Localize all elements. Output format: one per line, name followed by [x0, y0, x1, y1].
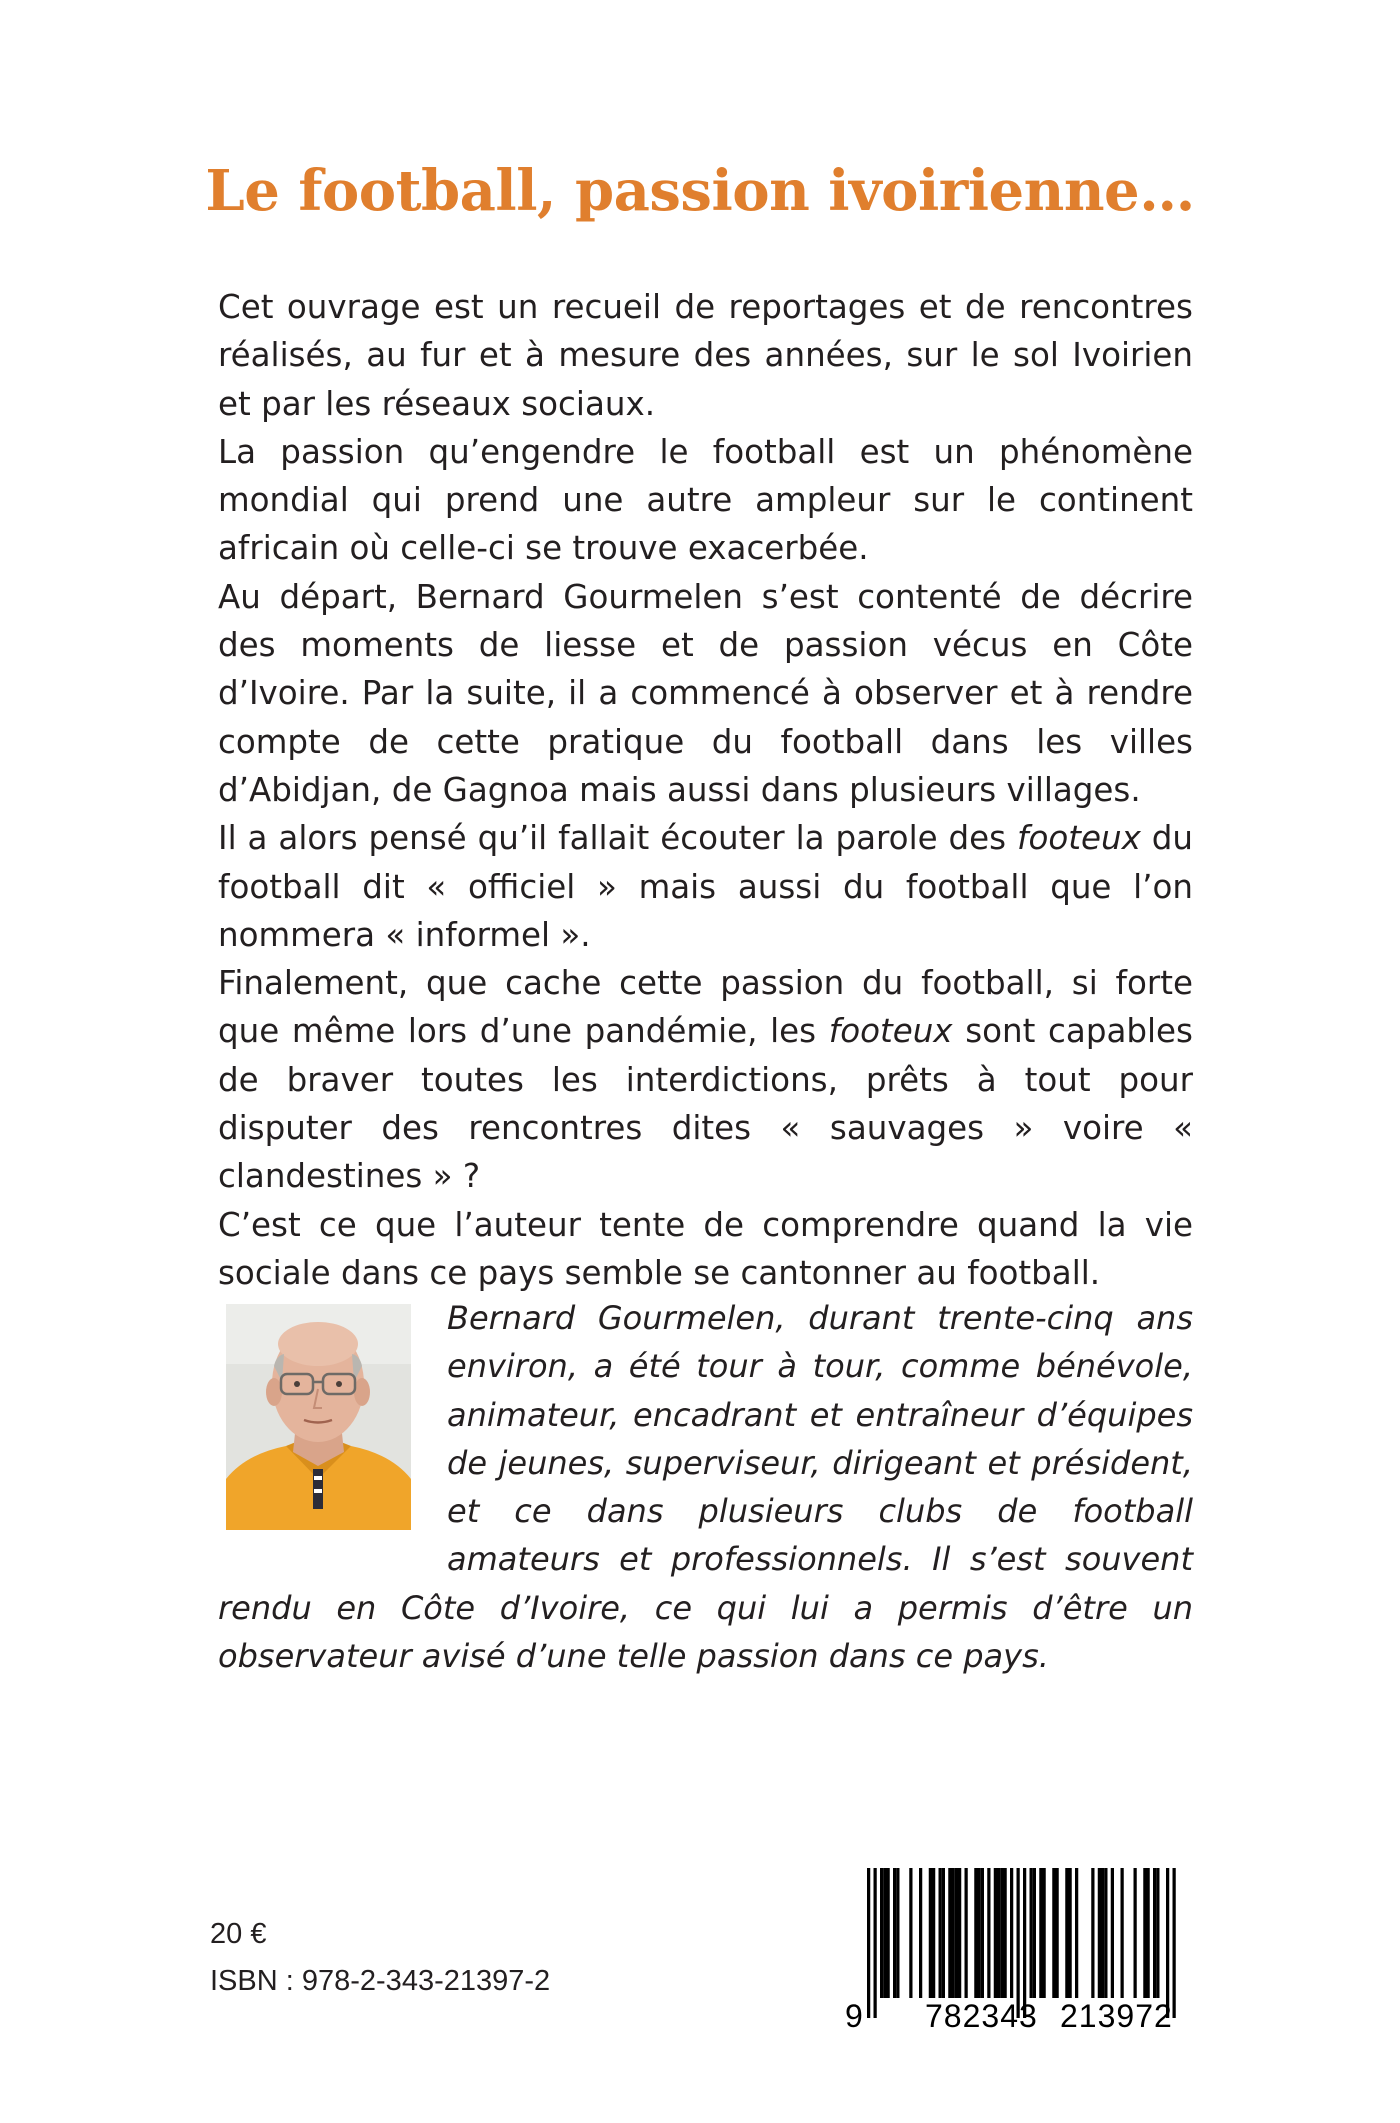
barcode-bar [880, 1868, 883, 1998]
barcode-bar [981, 1868, 984, 1998]
barcode-bar [1091, 1868, 1094, 1998]
barcode-bar [909, 1868, 912, 1998]
barcode-bar [1069, 1868, 1072, 1998]
barcode-bar [1134, 1868, 1137, 1998]
barcode-digits-right: 213972 [1060, 1998, 1173, 2034]
barcode-bar [952, 1868, 955, 1998]
barcode-bar [1052, 1868, 1055, 1998]
barcode-bar [1075, 1868, 1078, 1998]
barcode-bar [1166, 1868, 1169, 2018]
book-title: Le football, passion ivoirienne… [205, 158, 1195, 224]
summary-paragraph [218, 573, 1193, 814]
barcode-bar [1101, 1868, 1104, 1998]
summary-emphasis: footeux [828, 1012, 953, 1051]
barcode-bar [1147, 1868, 1150, 1998]
barcode-bar [987, 1868, 990, 1998]
summary-paragraph [218, 814, 1193, 959]
summary-paragraph [218, 1201, 1193, 1298]
barcode-bar [948, 1868, 951, 1998]
barcode-digits [835, 1998, 1195, 2038]
summary-text: sont capables de braver toutes les interdictions, prêts à tout pour disputer des rencontres dites « sauvages » voire « clandestines » ? [218, 1012, 1193, 1196]
barcode-digit-first: 9 [845, 1998, 863, 2034]
barcode-bar [965, 1868, 968, 1998]
barcode [835, 1858, 1195, 2038]
barcode-bar [1004, 1868, 1007, 1998]
barcode-bar [887, 1868, 890, 1998]
barcode-bar [896, 1868, 899, 1998]
back-cover-summary [218, 283, 1193, 1297]
barcode-bar [867, 1868, 870, 2018]
barcode-bar [1104, 1868, 1107, 1998]
barcode-bar [997, 1868, 1000, 1998]
summary-paragraph [218, 959, 1193, 1200]
barcode-bar [932, 1868, 935, 1998]
barcode-bar [1143, 1868, 1146, 1998]
summary-text: du football dit « officiel » mais aussi du football que l’on nommera « informel ». [218, 819, 1194, 954]
barcode-bar [955, 1868, 958, 1998]
summary-text: Au départ, Bernard Gourmelen s’est contenté de décrire des moments de liesse et de passion vécus en Côte d’Ivoire. Par la suite, il a commencé à observer et à rendre compte de cette pratique du football dans les villes d’Abidjan, de Gagnoa mais aussi dans plusieurs villages. [218, 577, 1193, 809]
barcode-bar [978, 1868, 981, 1998]
author-bio-block [218, 1294, 1193, 1680]
barcode-bar [1023, 1868, 1026, 2018]
summary-paragraph [218, 428, 1193, 573]
summary-emphasis: footeux [1017, 819, 1141, 858]
barcode-bar [1111, 1868, 1114, 1998]
barcode-bar [1056, 1868, 1059, 1998]
barcode-bar [883, 1868, 886, 1998]
barcode-bar [1098, 1868, 1101, 1998]
barcode-bar [1039, 1868, 1042, 1998]
author-photo [226, 1304, 411, 1530]
barcode-bar [874, 1868, 877, 2018]
barcode-bar [1173, 1868, 1176, 2018]
summary-text: Finalement, que cache cette passion du football, si forte que même lors d’une pandémie, les [218, 964, 1193, 1051]
barcode-bar [1017, 1868, 1020, 2018]
barcode-bar [1121, 1868, 1124, 1998]
barcode-digits-left: 782343 [925, 1998, 1038, 2034]
barcode-bar [893, 1868, 896, 1998]
barcode-bar [939, 1868, 942, 1998]
barcode-bar [1065, 1868, 1068, 1998]
barcode-bar [1153, 1868, 1156, 1998]
price: 20 € [210, 1918, 267, 1950]
author-portrait-icon [226, 1304, 411, 1530]
barcode-bar [1010, 1868, 1013, 1998]
author-bio: Bernard Gourmelen, durant trente-cinq ans environ, a été tour à tour, comme bénévole, animateur, encadrant et entraîneur d’équipes de jeunes, superviseur, dirigeant et président, et ce dans plusieurs clubs de football amateurs et professionnels. Il s’est souvent rendu en Côte d’Ivoire, ce qui lui a permis d’être un observateur avisé d’une telle passion dans ce pays. [218, 1299, 1193, 1676]
summary-text: Cet ouvrage est un recueil de reportages et de rencontres réalisés, au fur et à mesure des années, sur le sol Ivoirien et par les réseaux sociaux. [218, 288, 1193, 423]
summary-text: Il a alors pensé qu’il fallait écouter la parole des [218, 819, 1018, 858]
barcode-bar [1030, 1868, 1033, 1998]
barcode-bar [1156, 1868, 1159, 1998]
barcode-bars [835, 1868, 1195, 2018]
barcode-bar [919, 1868, 922, 1998]
summary-text: C’est ce que l’auteur tente de comprendre quand la vie sociale dans ce pays semble se cantonner au football. [218, 1205, 1193, 1292]
barcode-bar [942, 1868, 945, 1998]
barcode-bar [929, 1868, 932, 1998]
barcode-bar [974, 1868, 977, 1998]
summary-paragraph [218, 283, 1193, 428]
summary-text: La passion qu’engendre le football est un phénomène mondial qui prend une autre ampleur sur le continent africain où celle-ci se trouve exacerbée. [218, 432, 1193, 568]
barcode-bar [994, 1868, 997, 1998]
barcode-bar [1033, 1868, 1036, 1998]
barcode-bar [958, 1868, 961, 1998]
barcode-bar [1043, 1868, 1046, 1998]
barcode-bar [1000, 1868, 1003, 1998]
isbn: ISBN : 978-2-343-21397-2 [210, 1965, 551, 1997]
